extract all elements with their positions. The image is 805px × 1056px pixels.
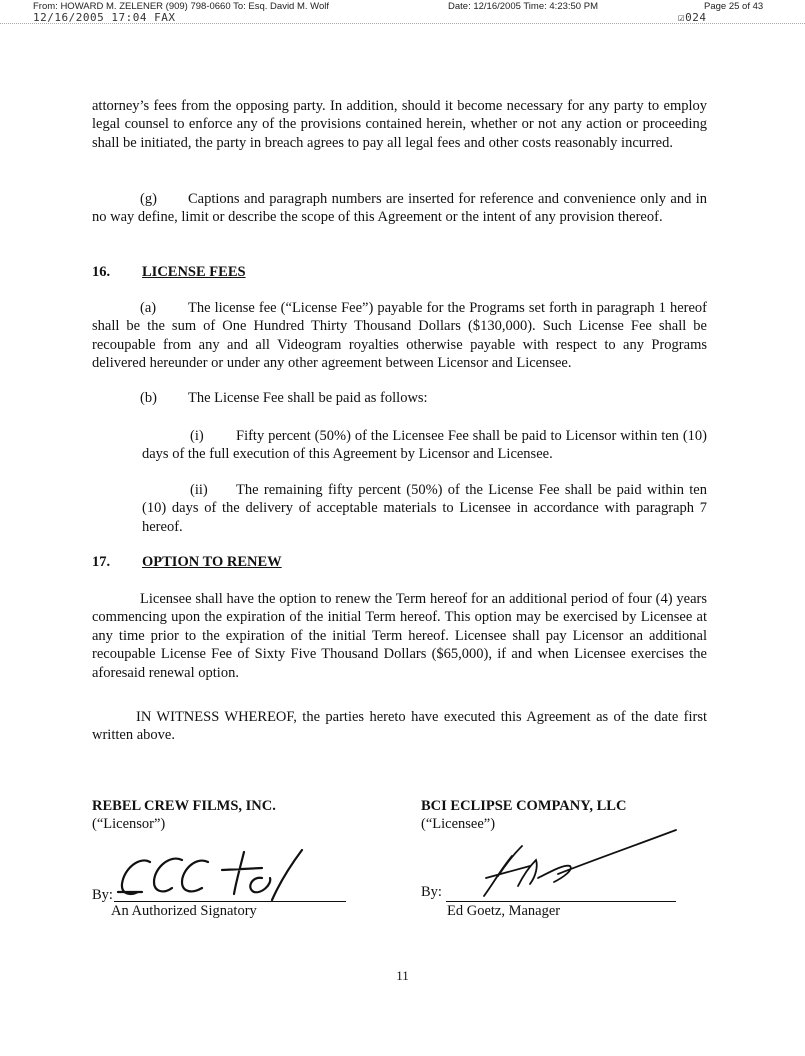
- section-16-number: 16.: [92, 264, 111, 280]
- licensor-signature-block: [92, 797, 276, 833]
- licensee-company: BCI ECLIPSE COMPANY, LLC: [421, 798, 627, 814]
- licensee-by-label: By:: [421, 884, 442, 900]
- fax-from: From: HOWARD M. ZELENER (909) 798-0660 To: Esq. David M. Wolf: [33, 1, 329, 12]
- paragraph-fees: attorney’s fees from the opposing party. In addition, should it become necessary for any party to employ legal counsel to enforce any of the provisions contained herein, whether or not any action or proceeding shall be initiated, the party in breach agrees to pay all legal fees and other costs reasonably incurred.: [92, 98, 707, 151]
- fax-stamp: 12/16/2005 17:04 FAX: [33, 11, 176, 24]
- licensee-handwritten-signature: [478, 826, 678, 902]
- section-16-title: LICENSE FEES: [142, 264, 246, 280]
- section-16-b-text: The License Fee shall be paid as follows:: [188, 390, 428, 406]
- section-17-title: OPTION TO RENEW: [142, 554, 282, 570]
- section-16-a: [92, 299, 707, 373]
- section-17-heading: [92, 553, 392, 573]
- fax-page: Page 25 of 43: [704, 1, 764, 12]
- section-16-b-label: (b): [140, 390, 157, 406]
- section-16-a-text: The license fee (“License Fee”) payable for the Programs set forth in paragraph 1 hereof shall be the sum of One Hundred Thirty Thousand Dollars ($130,000). Such License Fee shall be recoupable from any and all Videogram royalties otherwise payable with respect to any Programs delivered hereunder or under any other agreement between Licensor and Licensee.: [92, 300, 707, 372]
- section-16-b-i: [142, 427, 707, 464]
- section-16-b-ii-label: (ii): [190, 482, 208, 498]
- licensor-company: REBEL CREW FILMS, INC.: [92, 798, 276, 814]
- section-16-a-label: (a): [140, 300, 157, 316]
- section-17-text: Licensee shall have the option to renew the Term hereof for an additional period of four (4) years commencing upon the expiration of the initial Term hereof. This option may be exercised by Licensee at any time prior to the expiration of the initial Term hereof. Licensee shall pay Licensor an additional recoupable License Fee of Sixty Five Thousand Dollars ($65,000), if and when Licensee exercises the aforesaid renewal option.: [92, 591, 707, 681]
- page-number: 11: [396, 968, 409, 983]
- section-16-b-ii-text: The remaining fifty percent (50%) of the License Fee shall be paid within ten (10) days of the delivery of acceptable materials to Licensee in accordance with paragraph 7 hereof.: [142, 482, 707, 535]
- fax-date: Date: 12/16/2005 Time: 4:23:50 PM: [448, 1, 598, 12]
- section-16-b-i-text: Fifty percent (50%) of the Licensee Fee shall be paid to Licensor within ten (10) days of the full execution of this Agreement by Licensor and Licensee.: [142, 428, 707, 463]
- licensor-signer: An Authorized Signatory: [111, 903, 257, 919]
- paragraph-g-text: Captions and paragraph numbers are inserted for reference and convenience only and in no way define, limit or describe the scope of this Agreement or the intent of any provision thereof.: [92, 191, 707, 226]
- licensee-role: (“Licensee”): [421, 816, 496, 832]
- section-16-b-i-label: (i): [190, 428, 204, 444]
- licensor-role: (“Licensor”): [92, 816, 166, 832]
- section-17-number: 17.: [92, 554, 111, 570]
- fax-number: ☑024: [678, 11, 707, 24]
- licensee-signer: Ed Goetz, Manager: [447, 903, 561, 919]
- licensor-handwritten-signature: [112, 848, 312, 904]
- section-16-b: [92, 389, 707, 407]
- witness-clause: IN WITNESS WHEREOF, the parties hereto have executed this Agreement as of the date first written above.: [92, 709, 707, 744]
- fax-divider: [0, 23, 805, 24]
- paragraph-g-label: (g): [140, 191, 157, 207]
- section-16-b-ii: [142, 481, 707, 536]
- section-16-heading: [92, 263, 392, 283]
- licensor-by-label: By:: [92, 887, 113, 903]
- paragraph-g: [92, 190, 707, 227]
